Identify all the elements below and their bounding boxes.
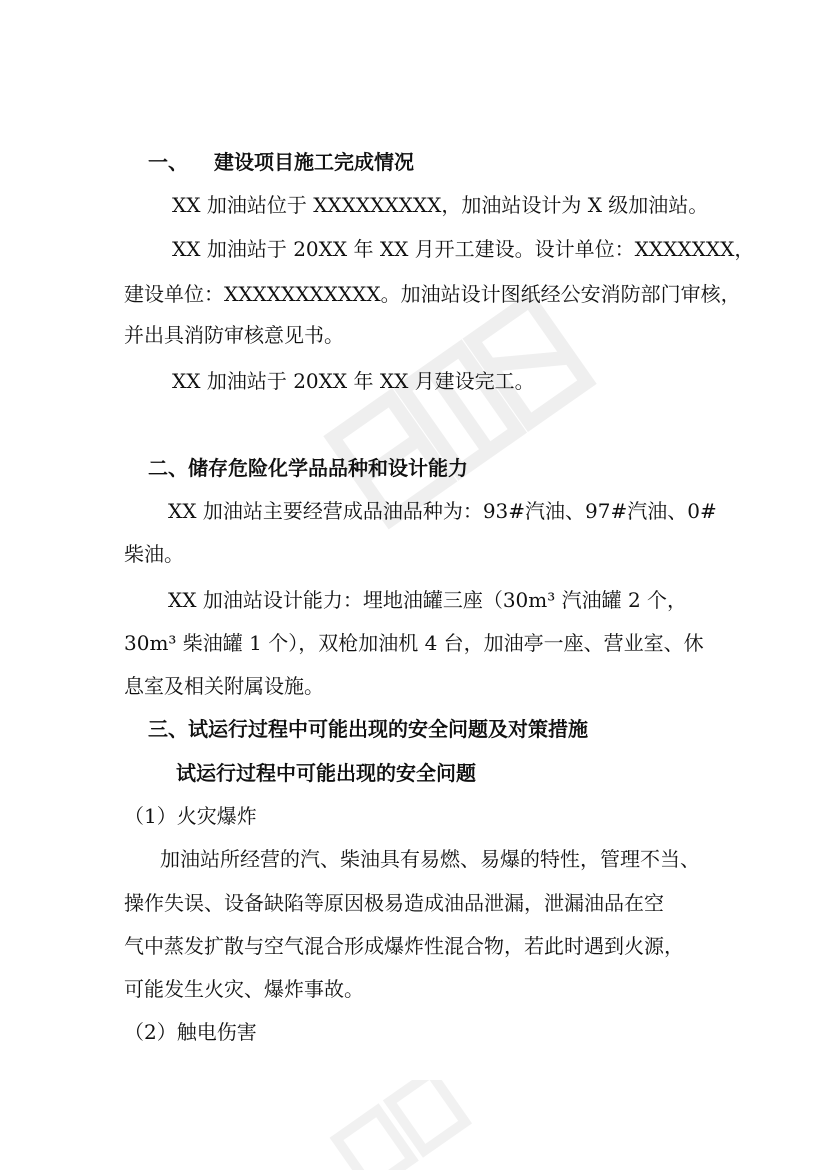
section1-paragraph-2-line-1: XX 加油站于 20XX 年 XX 月开工建设。设计单位：XXXXXXX， xyxy=(172,237,755,261)
section3-item-2-title: （2）触电伤害 xyxy=(124,1020,257,1044)
section3-heading: 三、试运行过程中可能出现的安全问题及对策措施 xyxy=(148,717,588,741)
section1-paragraph-2-line-2: 建设单位：XXXXXXXXXXX。加油站设计图纸经公安消防部门审核， xyxy=(124,282,741,306)
section3-item-1-paragraph-line-1: 加油站所经营的汽、柴油具有易燃、易爆的特性，管理不当、 xyxy=(160,847,700,871)
section1-paragraph-2-line-3: 并出具消防审核意见书。 xyxy=(124,323,344,347)
section3-item-1-paragraph-line-2: 操作失误、设备缺陷等原因极易造成油品泄漏，泄漏油品在空 xyxy=(124,891,664,915)
section3-item-1-paragraph-line-3: 气中蒸发扩散与空气混合形成爆炸性混合物，若此时遇到火源， xyxy=(124,934,684,958)
section1-heading-text: 建设项目施工完成情况 xyxy=(214,150,414,174)
section2-paragraph-1-line-2: 柴油。 xyxy=(124,542,184,566)
watermark-fragment-icon xyxy=(320,1080,480,1170)
section2-heading: 二、储存危险化学品品种和设计能力 xyxy=(148,456,468,480)
section2-paragraph-1-line-1: XX 加油站主要经营成品油品种为：93#汽油、97#汽油、0# xyxy=(168,499,717,523)
section2-paragraph-2-line-3: 息室及相关附属设施。 xyxy=(124,674,324,698)
section1-paragraph-3: XX 加油站于 20XX 年 XX 月建设完工。 xyxy=(172,369,535,393)
section3-subheading: 试运行过程中可能出现的安全问题 xyxy=(176,761,476,785)
section2-paragraph-2-line-2: 30m³ 柴油罐 1 个），双枪加油机 4 台，加油亭一座、营业室、休 xyxy=(124,631,704,655)
section3-item-1-paragraph-line-4: 可能发生火灾、爆炸事故。 xyxy=(124,977,364,1001)
section2-paragraph-2-line-1: XX 加油站设计能力：埋地油罐三座（30m³ 汽油罐 2 个， xyxy=(168,588,688,612)
section1-paragraph-1: XX 加油站位于 XXXXXXXXX，加油站设计为 X 级加油站。 xyxy=(172,193,709,217)
section1-heading-number: 一、 xyxy=(148,150,188,174)
section3-item-1-title: （1）火灾爆炸 xyxy=(124,804,257,828)
